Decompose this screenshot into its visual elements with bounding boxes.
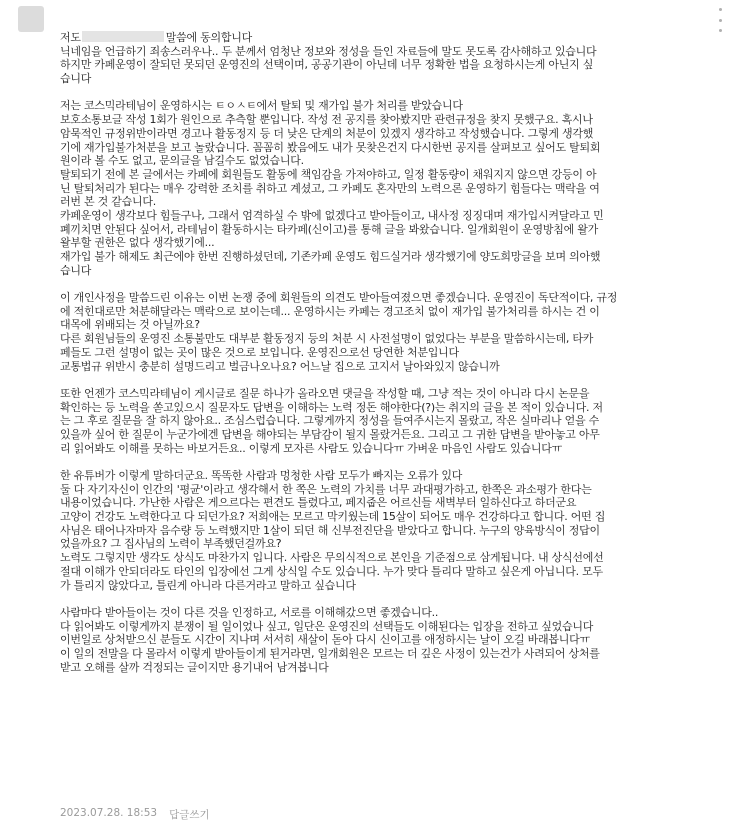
comment-line: 한 유튜버가 이렇게 말하더군요. 똑똑한 사람과 멍청한 사람 모두가 빠지는 오류가 있다	[60, 469, 463, 482]
comment-text: 저도	[60, 31, 81, 44]
comment-line: 대목에 위배되는 것 아닐까요?	[60, 318, 200, 332]
comment-line: 고양이 건강도 노력한다고 다 되던가요? 저희애는 모르고 막키웠는데 15살이 되어도 매우 건강하다고 합니다. 어떤 집	[60, 510, 606, 524]
comment-line: 습니다	[60, 72, 92, 86]
comment-line: 닉네임을 언급하기 죄송스러우나.. 두 분께서 엄청난 정보와 정성을 들인 자료들에 말도 못도록 감사해하고 있습니다	[60, 44, 597, 58]
comment-date: 2023.07.28. 18:53	[60, 807, 158, 819]
comment-line: 이 개인사정을 말씀드린 이유는 이번 논쟁 중에 회원들의 의견도 받아들여졌으면 좋겠습니다. 운영진이 독단적이다, 규정	[60, 291, 618, 305]
reply-button[interactable]: 답글쓰기	[169, 809, 210, 821]
paragraph-gap	[60, 277, 700, 291]
comment-line: 사님은 태어나자마자 음수량 등 노력했지만 1살이 되던 해 신부전진단을 받았다고 합니다. 누구의 양육방식이 정답이	[60, 523, 600, 537]
comment-line: 재가입 불가 해제도 최근에야 한번 진행하셨던데, 기존카페 운영도 힘드실거라 생각했기에 양도희망글을 보며 의아했	[60, 250, 601, 263]
comment-line: 암묵적인 규정위반이라면 경고나 활동정지 등 더 낮은 단계의 처분이 있겠지 생각하고 작성했습니다. 그렇게 생각했	[60, 126, 594, 140]
comment-line: 가 틀리지 않았다고, 틀린게 아니라 다른거라고 말하고 싶습니다	[60, 578, 356, 592]
comment-line: 원이라 볼 수도 없고, 문의글을 남길수도 없었습니다.	[60, 154, 304, 168]
paragraph-gap	[60, 86, 700, 100]
comment-line: 내용이었습니다. 가난한 사람은 게으르다는 편견도 틀렸다고, 페지줍은 어르신들 새벽부터 일하신다고 하더군요	[60, 496, 577, 510]
comment-line: 탈퇴되기 전에 본 글에서는 카페에 회원들도 활동에 책임감을 가져야하고, 일정 활동량이 채워지지 않으면 강등이 아	[60, 167, 597, 181]
comment-line: 하지만 카페운영이 잘되던 못되던 운영진의 선택이며, 공공기관이 아닌데 너무 정확한 법을 요청하시는게 아닌지 싶	[60, 58, 594, 72]
comment-line: 는 그 후로 질문을 잘 하지 않아요.. 조심스럽습니다. 그렇게까지 정성을 들여주시는지 몰랐고, 작은 실마리나 얻을 수	[60, 414, 599, 428]
comment-line: 다 읽어봐도 이렇게까지 분쟁이 될 일이었나 싶고, 일단은 운영진의 선택들도 이해된다는 입장을 전하고 싶었습니다	[60, 619, 594, 633]
comment-line: 러번 본 것 같습니다.	[60, 195, 156, 209]
comment-line: 왈부할 권한은 없다 생각했기에...	[60, 236, 215, 250]
paragraph-gap	[60, 455, 700, 469]
more-options-icon[interactable]	[715, 8, 725, 32]
comment-line: 었을까요? 그 집사님의 노력이 부족했던걸까요?	[60, 537, 282, 551]
comment-body	[60, 31, 700, 674]
comment-line: 보호소통보글 작성 1회가 원인으로 추측할 뿐입니다. 작성 전 공지를 찾아봤지만 관련규정을 찾지 못했구요. 혹시나	[60, 113, 593, 127]
comment-line: 에 적힌대로만 처분해달라는 맥락으로 보이는데... 운영하시는 카페는 경고조치 없이 재가입 불가처리를 하시는 건 이	[60, 304, 600, 318]
comment-line: 닌 탈퇴처리가 된다는 매우 강력한 조치를 취하고 계셨고, 그 카페도 혼자만의 노력으론 운영하기 힘들다는 맥락을 여	[60, 181, 600, 195]
comment-line: 절대 이해가 안되더라도 타인의 입장에선 그게 상식일 수도 있습니다. 누가 맞다 틀리다 말하고 싶은게 아닙니다. 모두	[60, 564, 603, 578]
comment-line: 이 일의 전말을 다 몰라서 이렇게 받아들이게 된거라면, 일개회원은 모르는 더 깊은 사정이 있는건가 사려되어 상처를	[60, 646, 600, 660]
comment-line: 교통법규 위반시 충분히 설명드리고 벌금나오나요? 어느날 집으로 고지서 날아와있지 않습니까	[60, 359, 500, 373]
comment-line: 다른 회원님들의 운영진 소통불만도 대부분 활동정지 등의 처분 시 사전설명이 없었다는 부분을 말씀하시는데, 타카	[60, 332, 594, 346]
comment-line: 리 읽어봐도 이해를 못하는 바보거든요.. 이렇게 모자른 사람도 있습니다ㅠ 가벼운 마음인 사람도 있습니다ㅠ	[60, 441, 562, 455]
paragraph-gap	[60, 373, 700, 387]
comment-line: 폐끼치면 안된다 싶어서, 라테님이 활동하시는 타카페(신이고)를 통해 글을 봐왔습니다. 일개회원이 운영방침에 왈가	[60, 222, 598, 236]
paragraph-gap	[60, 592, 700, 606]
comment-line: 페들도 그런 설명이 없는 곳이 많은 것으로 보입니다. 운영진으로선 당연한 처분입니다	[60, 345, 459, 359]
comment-line: 이번일로 상처받으신 분들도 시간이 지나며 서서히 새살이 돋아 다시 신이고를 애정하시는 날이 오길 바래봅니다ㅠ	[60, 633, 590, 647]
comment-line: 둘 다 자기자신이 인간의 '평균'이라고 생각해서 한 쪽은 노력의 가치를 너무 과대평가하고, 한쪽은 과소평가 한다는	[60, 482, 592, 496]
comment-line: 있을까 싶어 한 질문이 누군가에겐 답변을 해야되는 부담감이 될지 몰랐거든요. 그리고 그 귀한 답변을 받아놓고 아무	[60, 427, 600, 441]
comment-line: 저는 코스믹라테님이 운영하시는 ㅌㅇㅅㅌ에서 탈퇴 및 재가입 불가 처리를 받았습니다	[60, 99, 463, 113]
comment-line: 노력도 그렇지만 생각도 상식도 마찬가지 입니다. 사람은 무의식적으로 본인을 기준점으로 삼게됩니다. 내 상식선에선	[60, 551, 604, 565]
comment-line: 확인하는 등 노력을 쏟고있으시 질문자도 답변을 이해하는 노력 정돈 해야한다(?)는 취지의 글을 본 적이 있습니다. 저	[60, 400, 603, 414]
comment-line: 카페운영이 생각보다 힘들구나, 그래서 엄격하실 수 밖에 없겠다고 받아들이고, 내사정 징징대며 재가입시켜달라고 민	[60, 208, 604, 222]
mentioned-nickname[interactable]	[82, 31, 164, 42]
comment-line: 기에 재가입불가처분을 보고 놀랐습니다. 꼼꼼히 봤음에도 내가 못찾은건지 다시한번 공지를 살펴보고 싶어도 탈퇴회	[60, 140, 601, 154]
comment-footer	[60, 807, 210, 822]
comment-line: 받고 오해를 살까 걱정되는 글이지만 용기내어 남겨봅니다	[60, 660, 329, 674]
comment-line: 또한 언젠가 코스믹라테님이 게시글로 질문 하나가 올라오면 댓글을 작성할 때, 그냥 적는 것이 아니라 다시 논문을	[60, 386, 590, 400]
comment-line: 사람마다 받아들이는 것이 다른 것을 인정하고, 서로를 이해해갔으면 좋겠습니다..	[60, 605, 439, 619]
comment-line	[60, 31, 700, 45]
comment-text: 말씀에 동의합니다	[165, 31, 253, 44]
comment-line: 습니다	[60, 263, 92, 277]
avatar[interactable]	[18, 6, 44, 32]
